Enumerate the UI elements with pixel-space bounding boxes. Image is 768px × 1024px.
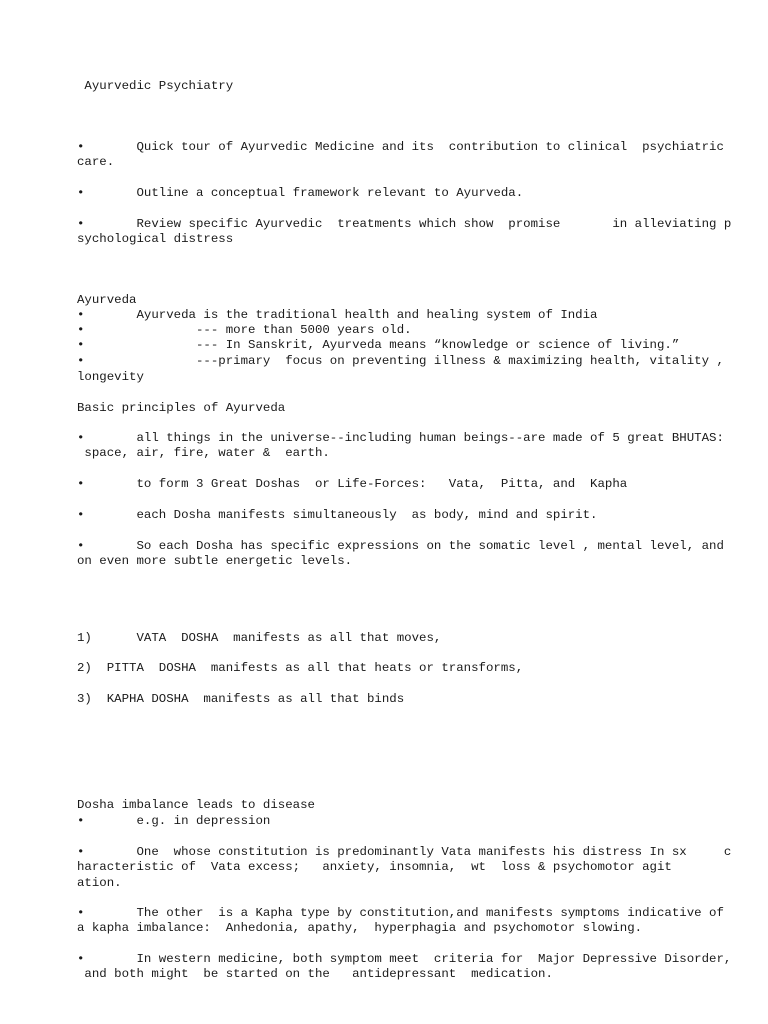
imbalance-bullet-line: • The other is a Kapha type by constitution,and manifests symptoms indicative of (77, 906, 724, 920)
imbalance-bullet-line: ation. (77, 876, 122, 890)
imbalance-bullet-line: a kapha imbalance: Anhedonia, apathy, hyperphagia and psychomotor slowing. (77, 921, 643, 935)
intro-bullet-line: • Quick tour of Ayurvedic Medicine and its contribution to clinical psychiatric (77, 140, 724, 154)
intro-bullet-line: care. (77, 155, 115, 169)
imbalance-bullet-line: haracteristic of Vata excess; anxiety, insomnia, wt loss & psychomotor agit (77, 860, 672, 874)
principles-bullet-line: on even more subtle energetic levels. (77, 554, 353, 568)
ayurveda-line: • --- more than 5000 years old. (77, 323, 412, 337)
ayurveda-heading: Ayurveda (77, 293, 137, 307)
principles-bullet-line: • to form 3 Great Doshas or Life-Forces: Vata, Pitta, and Kapha (77, 477, 628, 491)
ayurveda-line: • ---primary focus on preventing illness & maximizing health, vitality , (77, 354, 724, 368)
intro-bullet-line: • Outline a conceptual framework relevant to Ayurveda. (77, 186, 524, 200)
imbalance-bullet-line: • In western medicine, both symptom meet criteria for Major Depressive Disorder, (77, 952, 732, 966)
imbalance-bullet-line: and both might be started on the antidepressant medication. (77, 967, 553, 981)
ayurveda-line: longevity (77, 370, 144, 384)
principles-bullet-line: • each Dosha manifests simultaneously as body, mind and spirit. (77, 508, 598, 522)
dosha-item-vata: 1) VATA DOSHA manifests as all that moves, (77, 631, 442, 645)
principles-heading: Basic principles of Ayurveda (77, 401, 286, 415)
principles-bullet-line: • all things in the universe--including human beings--are made of 5 great BHUTAS: (77, 431, 724, 445)
intro-bullet-line: sychological distress (77, 232, 234, 246)
intro-bullet-line: • Review specific Ayurvedic treatments which show promise in alleviating p (77, 217, 732, 231)
imbalance-bullet-line: • One whose constitution is predominantly Vata manifests his distress In sx c (77, 845, 732, 859)
document-title: Ayurvedic Psychiatry (77, 79, 234, 93)
dosha-item-kapha: 3) KAPHA DOSHA manifests as all that binds (77, 692, 405, 706)
dosha-item-pitta: 2) PITTA DOSHA manifests as all that heats or transforms, (77, 661, 524, 675)
principles-bullet-line: • So each Dosha has specific expressions on the somatic level , mental level, and (77, 539, 724, 553)
imbalance-heading: Dosha imbalance leads to disease (77, 798, 315, 812)
imbalance-line: • e.g. in depression (77, 814, 271, 828)
ayurveda-line: • --- In Sanskrit, Ayurveda means “knowledge or science of living.” (77, 338, 680, 352)
principles-bullet-line: space, air, fire, water & earth. (77, 446, 330, 460)
ayurveda-line: • Ayurveda is the traditional health and healing system of India (77, 308, 598, 322)
